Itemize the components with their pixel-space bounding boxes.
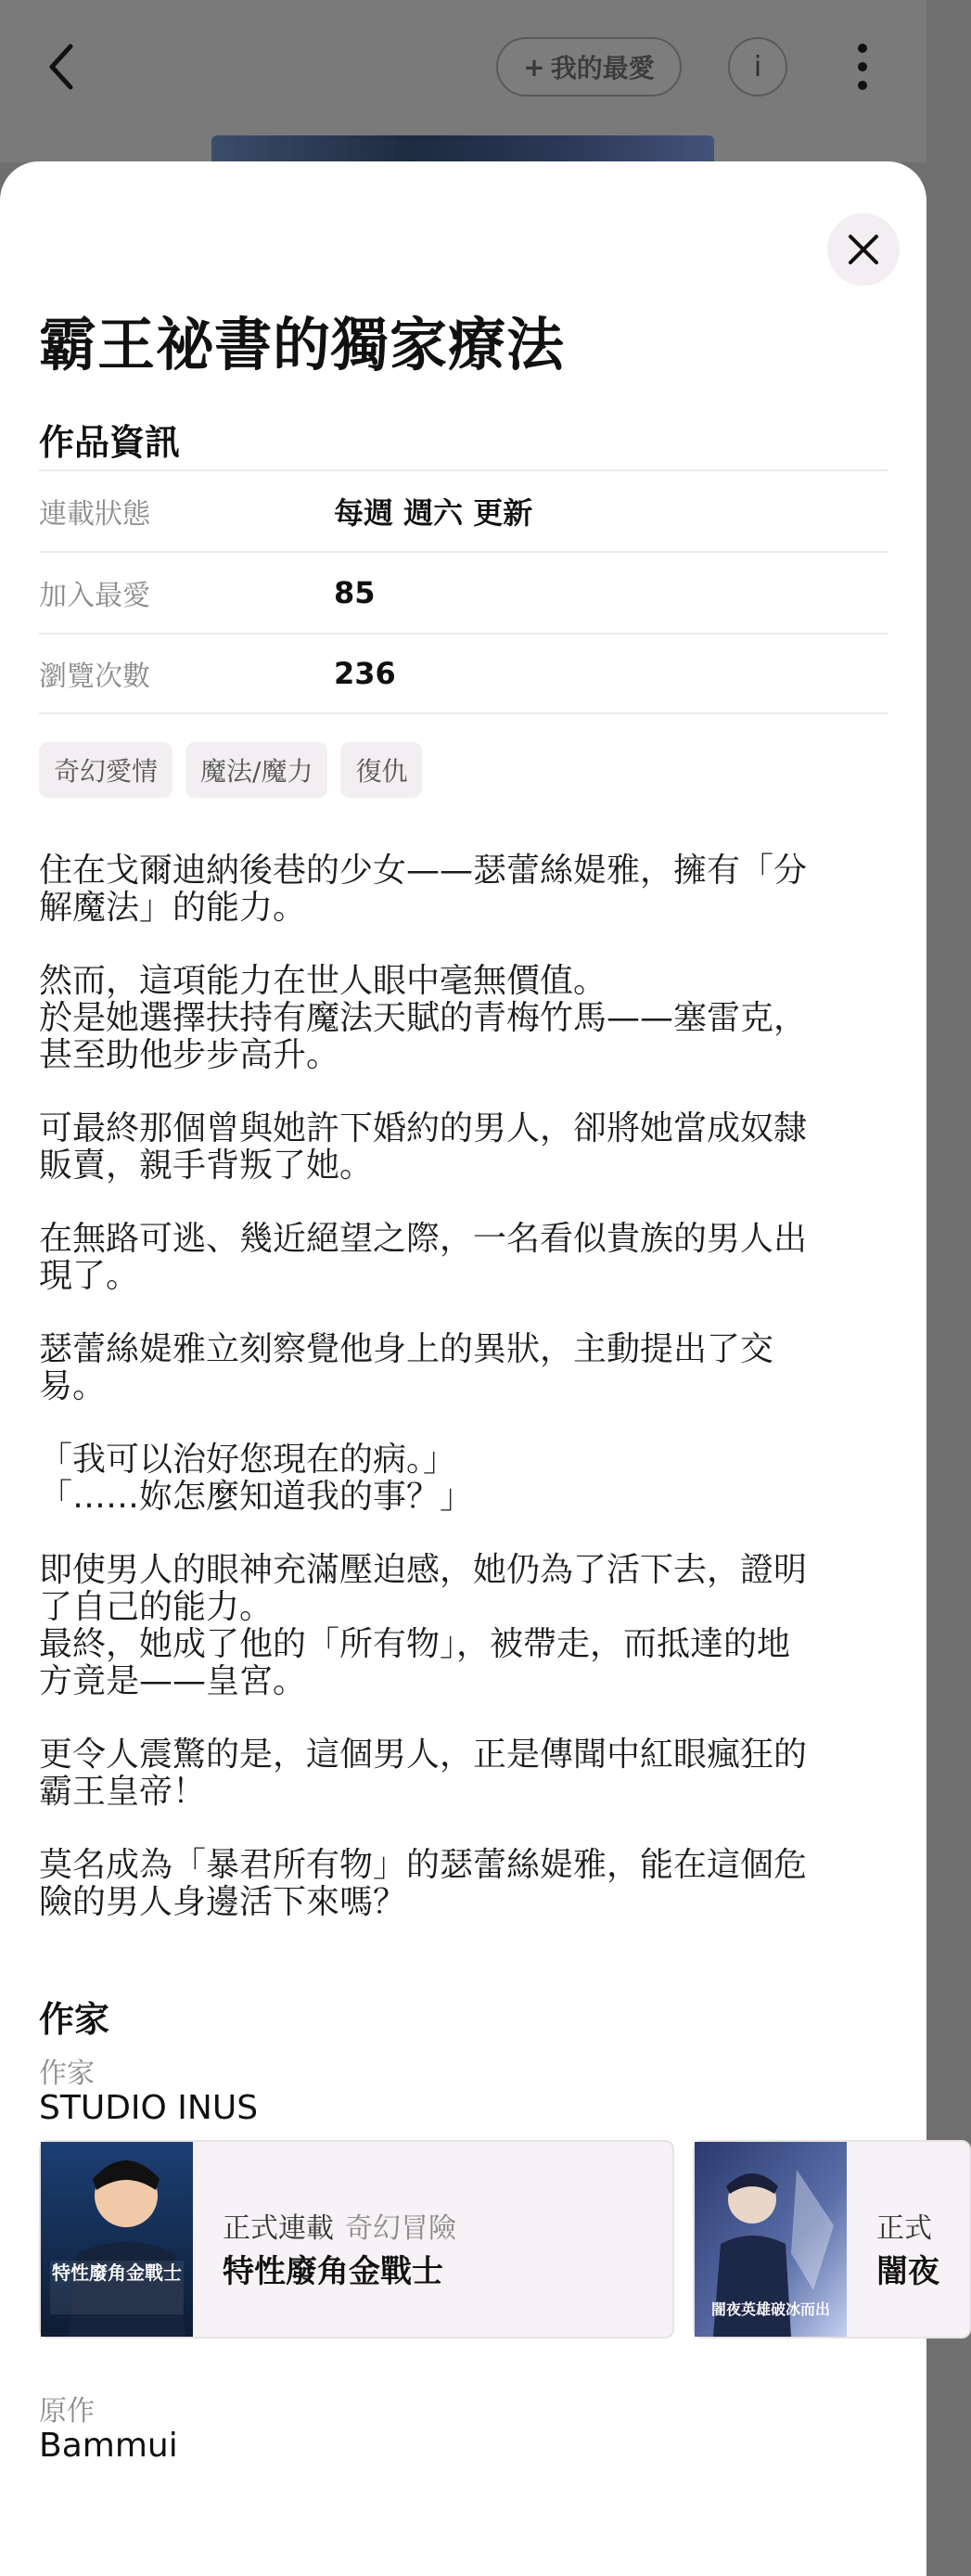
related-work-card[interactable]: [39, 2140, 674, 2339]
tag-chip[interactable]: 奇幻愛情: [39, 742, 172, 798]
info-value: 每週 週六 更新: [334, 495, 533, 531]
creator-heading: 作家: [39, 1999, 110, 2040]
synopsis: [39, 852, 892, 1957]
card-meta: [876, 2205, 932, 2246]
info-label: 加入最愛: [39, 580, 150, 612]
add-favorite-button[interactable]: [496, 37, 682, 96]
card-title: 特性廢角金戰士: [223, 2253, 443, 2290]
work-info-sheet: [0, 161, 939, 2576]
serial-status: 正式: [876, 2212, 932, 2245]
author-name[interactable]: STUDIO INUS: [39, 2089, 259, 2127]
cover-thumbnail: [41, 2142, 193, 2337]
synopsis-paragraph: 瑟蕾絲媞雅立刻察覺他身上的異狀，主動提出了交 易。: [39, 1330, 774, 1405]
synopsis-paragraph: 更令人震驚的是，這個男人，正是傳聞中紅眼瘋狂的 霸王皇帝！: [39, 1736, 808, 1811]
plus-icon: +: [523, 51, 545, 83]
related-work-card[interactable]: [693, 2140, 971, 2339]
info-value: 236: [334, 656, 396, 691]
info-row-views: [39, 633, 888, 714]
add-favorite-label: 我的最愛: [550, 53, 655, 83]
info-icon[interactable]: i: [728, 37, 787, 96]
info-row-favorites: [39, 551, 888, 633]
back-icon[interactable]: [37, 41, 89, 93]
tag-chip[interactable]: 復仇: [340, 742, 422, 798]
info-row-status: [39, 469, 888, 551]
card-title: 闇夜: [876, 2253, 939, 2290]
info-value: 85: [334, 575, 376, 610]
synopsis-paragraph: 莫名成為「暴君所有物」的瑟蕾絲媞雅，能在這個危 險的男人身邊活下來嗎？: [39, 1846, 808, 1921]
info-table: [39, 469, 888, 714]
synopsis-paragraph: 「我可以治好您現在的病。」 「……妳怎麼知道我的事？」: [39, 1441, 474, 1516]
tag-chip[interactable]: 魔法/魔力: [185, 742, 327, 798]
work-title: 霸王祕書的獨家療法: [39, 311, 566, 378]
genre-tags: [39, 742, 422, 798]
synopsis-paragraph: 住在戈爾迪納後巷的少女——瑟蕾絲媞雅，擁有「分 解魔法」的能力。: [39, 852, 808, 927]
synopsis-paragraph: 即使男人的眼神充滿壓迫感，她仍為了活下去，證明 了自己的能力。 最終，她成了他的「所有物」，被帶走，而抵達的地 方竟是——皇宮。: [39, 1551, 808, 1700]
card-meta: [223, 2205, 456, 2246]
info-label: 瀏覽次數: [39, 660, 150, 693]
cover-thumbnail: [695, 2142, 847, 2337]
serial-status: 正式連載: [223, 2212, 334, 2245]
genre-label: 奇幻冒險: [345, 2212, 456, 2245]
synopsis-paragraph: 在無路可逃、幾近絕望之際，一名看似貴族的男人出 現了。: [39, 1220, 808, 1295]
synopsis-paragraph: 然而，這項能力在世人眼中毫無價值。 於是她選擇扶持有魔法天賦的青梅竹馬——塞雷克， 甚至助他步步高升。: [39, 962, 808, 1074]
more-vertical-icon[interactable]: [849, 39, 876, 95]
synopsis-paragraph: 可最終那個曾與她許下婚約的男人，卻將她當成奴隸 販賣，親手背叛了她。: [39, 1109, 808, 1185]
info-heading: 作品資訊: [39, 422, 181, 463]
original-label: 原作: [39, 2395, 95, 2428]
close-button[interactable]: [827, 213, 900, 286]
info-label: 連載狀態: [39, 498, 150, 531]
close-icon: [847, 233, 880, 266]
cover-text: 特性廢角金戰士: [52, 2262, 182, 2284]
author-label: 作家: [39, 2057, 95, 2090]
cover-text: 闇夜英雄破冰而出: [710, 2300, 831, 2318]
original-author-name[interactable]: Bammui: [39, 2427, 178, 2465]
